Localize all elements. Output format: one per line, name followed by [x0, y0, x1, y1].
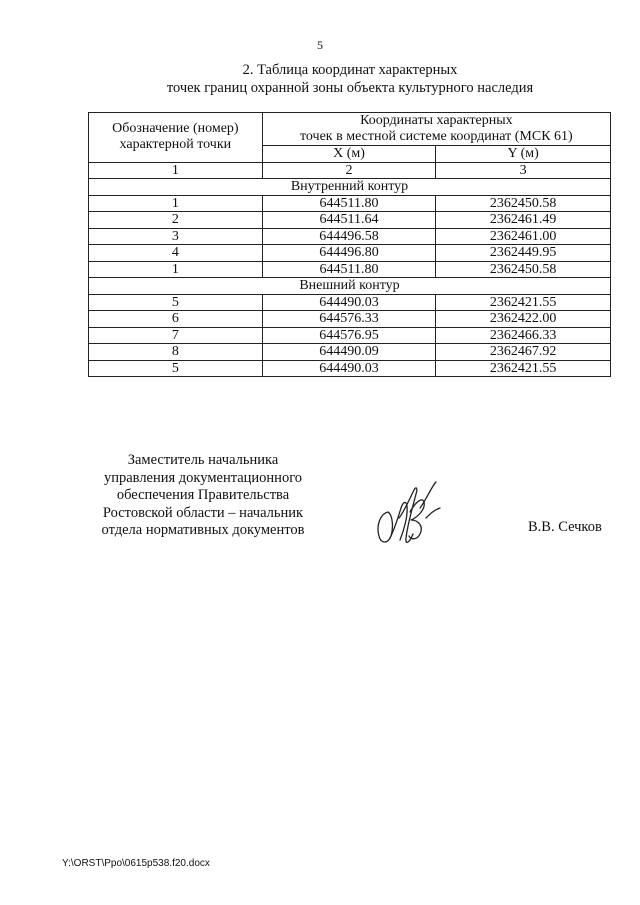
section-row-inner-contour	[89, 179, 611, 196]
table-row	[89, 344, 611, 361]
table-row	[89, 261, 611, 278]
x-cell: 644490.03	[262, 360, 436, 377]
y-cell: 2362461.00	[436, 228, 611, 245]
table-row	[89, 228, 611, 245]
table-row	[89, 212, 611, 229]
point-cell: 3	[89, 228, 263, 245]
x-cell: 644496.80	[262, 245, 436, 262]
table-row	[89, 360, 611, 377]
signatory-position-line: отдела нормативных документов	[101, 522, 305, 538]
point-column-header	[89, 113, 263, 163]
table-row	[89, 294, 611, 311]
page-number: 5	[317, 38, 323, 52]
y-cell: 2362466.33	[436, 327, 611, 344]
y-cell: 2362467.92	[436, 344, 611, 361]
signatory-position-line: управления документационного	[103, 469, 303, 486]
table-row	[89, 311, 611, 328]
x-column-header: X (м)	[262, 146, 436, 163]
table-row	[89, 327, 611, 344]
point-cell: 7	[89, 327, 263, 344]
signatory-position	[88, 452, 318, 540]
y-column-header: Y (м)	[436, 146, 611, 163]
handwritten-signature	[370, 478, 450, 550]
coordinates-column-header-line-2: точек в местной системе координат (МСК 61)	[299, 129, 573, 144]
x-cell: 644496.58	[262, 228, 436, 245]
point-cell: 8	[89, 344, 263, 361]
y-cell: 2362449.95	[436, 245, 611, 262]
signatory-position-line: Ростовской области – начальник	[102, 504, 304, 521]
point-column-header-line-1: Обозначение (номер)	[112, 121, 239, 137]
point-column-header-line-2: характерной точки	[119, 137, 232, 153]
numbering-row	[89, 162, 611, 179]
table-title-line-2: точек границ охранной зоны объекта культурного наследия	[166, 80, 534, 96]
numbering-cell: 1	[89, 162, 263, 179]
signatory-position-line: обеспечения Правительства	[116, 487, 290, 503]
x-cell: 644511.64	[262, 212, 436, 229]
header-row-1	[89, 113, 611, 146]
point-cell: 6	[89, 311, 263, 328]
table-title	[0, 61, 640, 97]
y-cell: 2362461.49	[436, 212, 611, 229]
y-cell: 2362422.00	[436, 311, 611, 328]
file-path: Y:\ORST\Ppo\0615p538.f20.docx	[62, 858, 210, 869]
y-cell: 2362450.58	[436, 195, 611, 212]
y-cell: 2362450.58	[436, 261, 611, 278]
x-cell: 644490.09	[262, 344, 436, 361]
coordinates-column-header	[262, 113, 610, 146]
y-cell: 2362421.55	[436, 360, 611, 377]
point-cell: 2	[89, 212, 263, 229]
x-cell: 644576.95	[262, 327, 436, 344]
section-label-inner-contour: Внутренний контур	[89, 179, 611, 196]
table-row	[89, 195, 611, 212]
point-cell: 1	[89, 195, 263, 212]
point-cell: 4	[89, 245, 263, 262]
x-cell: 644511.80	[262, 261, 436, 278]
y-cell: 2362421.55	[436, 294, 611, 311]
table-row	[89, 245, 611, 262]
signatory-name: В.В. Сечков	[528, 519, 602, 535]
coordinates-column-header-line-1: Координаты характерных	[360, 113, 513, 128]
section-label-outer-contour: Внешний контур	[89, 278, 611, 295]
numbering-cell: 2	[262, 162, 436, 179]
x-cell: 644576.33	[262, 311, 436, 328]
table-title-line-1: 2. Таблица координат характерных	[242, 62, 458, 78]
numbering-cell: 3	[436, 162, 611, 179]
section-row-outer-contour	[89, 278, 611, 295]
x-cell: 644490.03	[262, 294, 436, 311]
coordinates-table	[88, 112, 611, 377]
point-cell: 5	[89, 360, 263, 377]
signatory-position-line: Заместитель начальника	[127, 452, 279, 468]
point-cell: 5	[89, 294, 263, 311]
point-cell: 1	[89, 261, 263, 278]
x-cell: 644511.80	[262, 195, 436, 212]
